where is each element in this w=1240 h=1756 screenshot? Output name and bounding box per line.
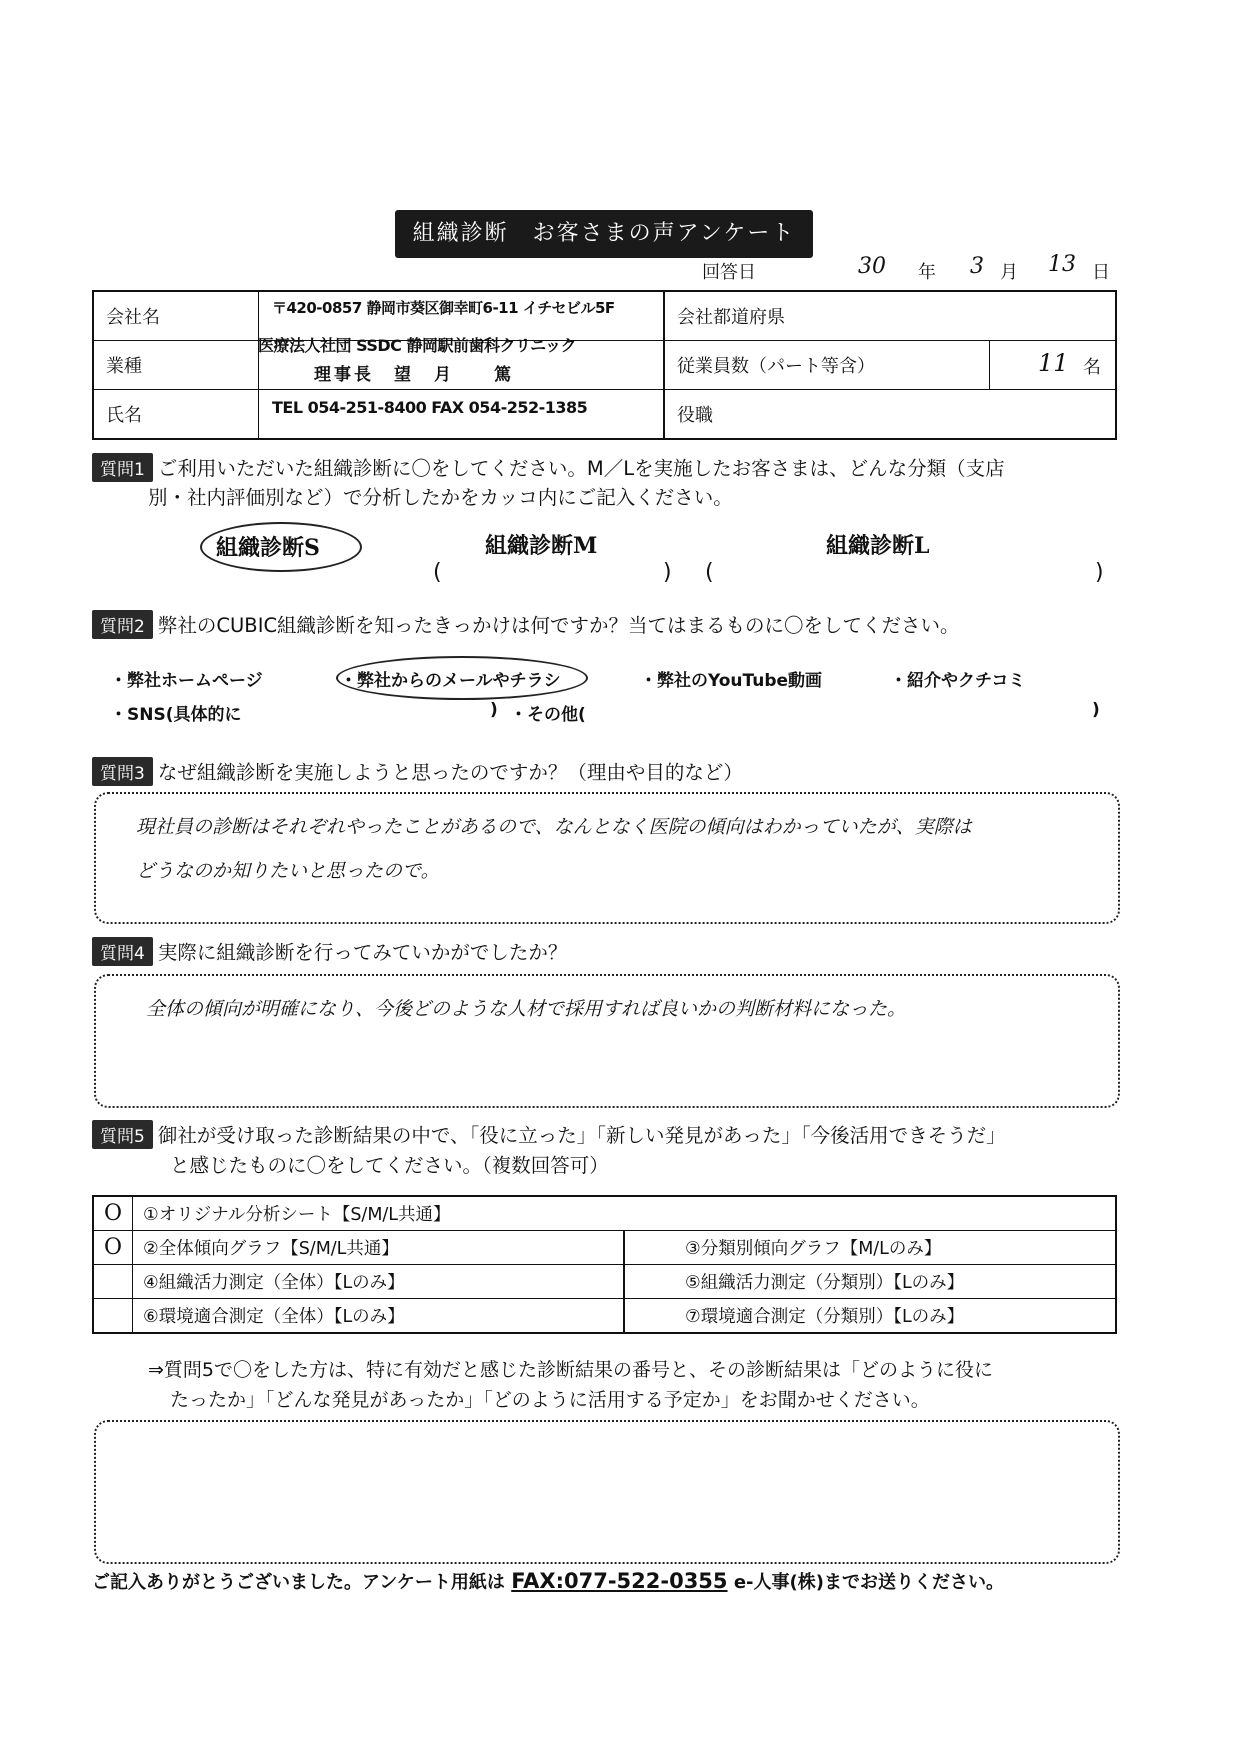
q1-option-l[interactable]: 組織診断L	[826, 533, 930, 559]
employees-label: 従業員数（パート等含）	[664, 341, 990, 390]
q1-text-line2: 別・社内評価別など）で分析したかをカッコ内にご記入ください。	[148, 486, 733, 509]
year-label: 年	[918, 262, 936, 283]
q2-question	[92, 610, 960, 641]
q3-tag: 質問3	[92, 757, 153, 786]
q5-row3-mark[interactable]	[93, 1265, 133, 1299]
q5-row2-mark[interactable]: O	[93, 1231, 133, 1265]
q1-l-paren-close: )	[1095, 560, 1104, 585]
month-label: 月	[1000, 262, 1018, 283]
q2-option-homepage[interactable]: ・弊社ホームページ	[110, 671, 263, 691]
q5-text-line2: と感じたものに〇をしてください。（複数回答可）	[170, 1154, 609, 1177]
q5-results-table	[92, 1195, 1117, 1334]
q4-tag: 質問4	[92, 937, 153, 966]
q5-text-line1: 御社が受け取った診断結果の中で、「役に立った」「新しい発見があった」「今後活用できそうだ」	[157, 1124, 1006, 1147]
q4-question	[92, 937, 567, 968]
prefecture-label: 会社都道府県	[664, 291, 1116, 341]
q3-answer-line1: 現社員の診断はそれぞれやったことがあるので、なんとなく医院の傾向はわかっていたが、実際は	[136, 816, 972, 838]
answer-date-label: 回答日	[702, 262, 756, 283]
q5-followup-line2: たったか」「どんな発見があったか」「どのように活用する予定か」をお聞かせください。	[170, 1389, 930, 1411]
q5-item-4: ④組織活力測定（全体）【Lのみ】	[133, 1265, 625, 1299]
q1-m-paren-open: (	[433, 560, 442, 585]
employees-unit: 名	[1083, 357, 1101, 378]
stamp-phone-fax: TEL 054-251-8400 FAX 054-252-1385	[272, 398, 588, 417]
employees-field[interactable]	[990, 341, 1117, 390]
q3-text: なぜ組織診断を実施しようと思ったのですか？（理由や目的など）	[157, 761, 743, 784]
stamp-director: 理事長 望 月 篤	[314, 365, 514, 385]
q1-question	[92, 453, 1005, 484]
q5-row-2	[93, 1231, 1116, 1265]
q4-text: 実際に組織診断を行ってみていかがでしたか？	[157, 941, 568, 964]
stamp-clinic-name: 医療法人社団 SSDC 静岡駅前歯科クリニック	[258, 336, 577, 355]
q1-text-line1: ご利用いただいた組織診断に〇をしてください。M／Lを実施したお客さまは、どんな分類（支店	[157, 457, 1005, 480]
q5-item-6: ⑥環境適合測定（全体）【Lのみ】	[133, 1299, 625, 1334]
q5-row-4	[93, 1299, 1116, 1334]
q4-answer-box[interactable]	[94, 974, 1120, 1108]
q5-row-1	[93, 1196, 1116, 1231]
q2-option-other[interactable]: ・その他(	[510, 705, 586, 725]
q5-item-1: ①オリジナル分析シート【S/M/L共通】	[133, 1196, 1117, 1231]
q1-l-paren-open: (	[705, 560, 714, 585]
q3-question	[92, 757, 743, 788]
footer-text-2: e-人事(株)までお送りください。	[733, 1572, 1004, 1593]
footer-text-1: ご記入ありがとうございました。アンケート用紙は	[92, 1572, 505, 1593]
company-label: 会社名	[93, 291, 259, 341]
footer-fax-number: FAX:077-522-0355	[511, 1569, 728, 1593]
q1-option-s[interactable]: 組織診断S	[216, 535, 320, 561]
day-label: 日	[1092, 262, 1110, 283]
employees-value: 11	[1038, 349, 1069, 377]
q1-tag: 質問1	[92, 453, 153, 482]
q2-sns-paren-close: )	[490, 700, 498, 720]
q5-item-2: ②全体傾向グラフ【S/M/L共通】	[133, 1231, 625, 1265]
q4-answer-line1: 全体の傾向が明確になり、今後どのような人材で採用すれば良いかの判断材料になった。	[146, 998, 907, 1020]
q3-answer-line2: どうなのか知りたいと思ったので。	[136, 860, 440, 882]
q2-option-email-flyer[interactable]: ・弊社からのメールやチラシ	[340, 671, 561, 691]
stamp-address: 〒420-0857 静岡市葵区御幸町6-11 イチセビル5F	[272, 299, 615, 317]
survey-title: 組織診断 お客さまの声アンケート	[395, 210, 813, 258]
q1-m-paren-close: )	[663, 560, 672, 585]
answer-day[interactable]: 13	[1048, 252, 1076, 277]
q5-question	[92, 1120, 1006, 1151]
name-label: 氏名	[93, 390, 259, 440]
q5-item-7: ⑦環境適合測定（分類別）【Lのみ】	[624, 1299, 1116, 1334]
industry-label: 業種	[93, 341, 259, 390]
q5-tag: 質問5	[92, 1120, 153, 1149]
q2-option-referral[interactable]: ・紹介やクチコミ	[890, 671, 1026, 691]
position-label: 役職	[664, 390, 1116, 440]
q5-row1-mark[interactable]: O	[93, 1196, 133, 1231]
answer-year[interactable]: 30	[858, 254, 886, 279]
q2-text: 弊社のCUBIC組織診断を知ったきっかけは何ですか？当てはまるものに〇をしてください。	[157, 614, 960, 637]
q5-item-5: ⑤組織活力測定（分類別）【Lのみ】	[624, 1265, 1116, 1299]
q2-tag: 質問2	[92, 610, 153, 639]
footer-note	[92, 1568, 1004, 1594]
q5-followup-line1: ⇒質問5で〇をした方は、特に有効だと感じた診断結果の番号と、その診断結果は「どのように役に	[148, 1359, 994, 1381]
q2-option-youtube[interactable]: ・弊社のYouTube動画	[640, 671, 823, 691]
q5-followup-answer-box[interactable]	[94, 1420, 1120, 1564]
q5-row-3	[93, 1265, 1116, 1299]
q2-option-sns[interactable]: ・SNS(具体的に	[110, 705, 242, 725]
q5-item-3: ③分類別傾向グラフ【M/Lのみ】	[624, 1231, 1116, 1265]
q1-option-m[interactable]: 組織診断M	[485, 533, 598, 559]
q2-other-paren-close: )	[1092, 700, 1100, 720]
q5-row4-mark[interactable]	[93, 1299, 133, 1334]
answer-month[interactable]: 3	[970, 254, 984, 279]
q3-answer-box[interactable]	[94, 792, 1120, 924]
